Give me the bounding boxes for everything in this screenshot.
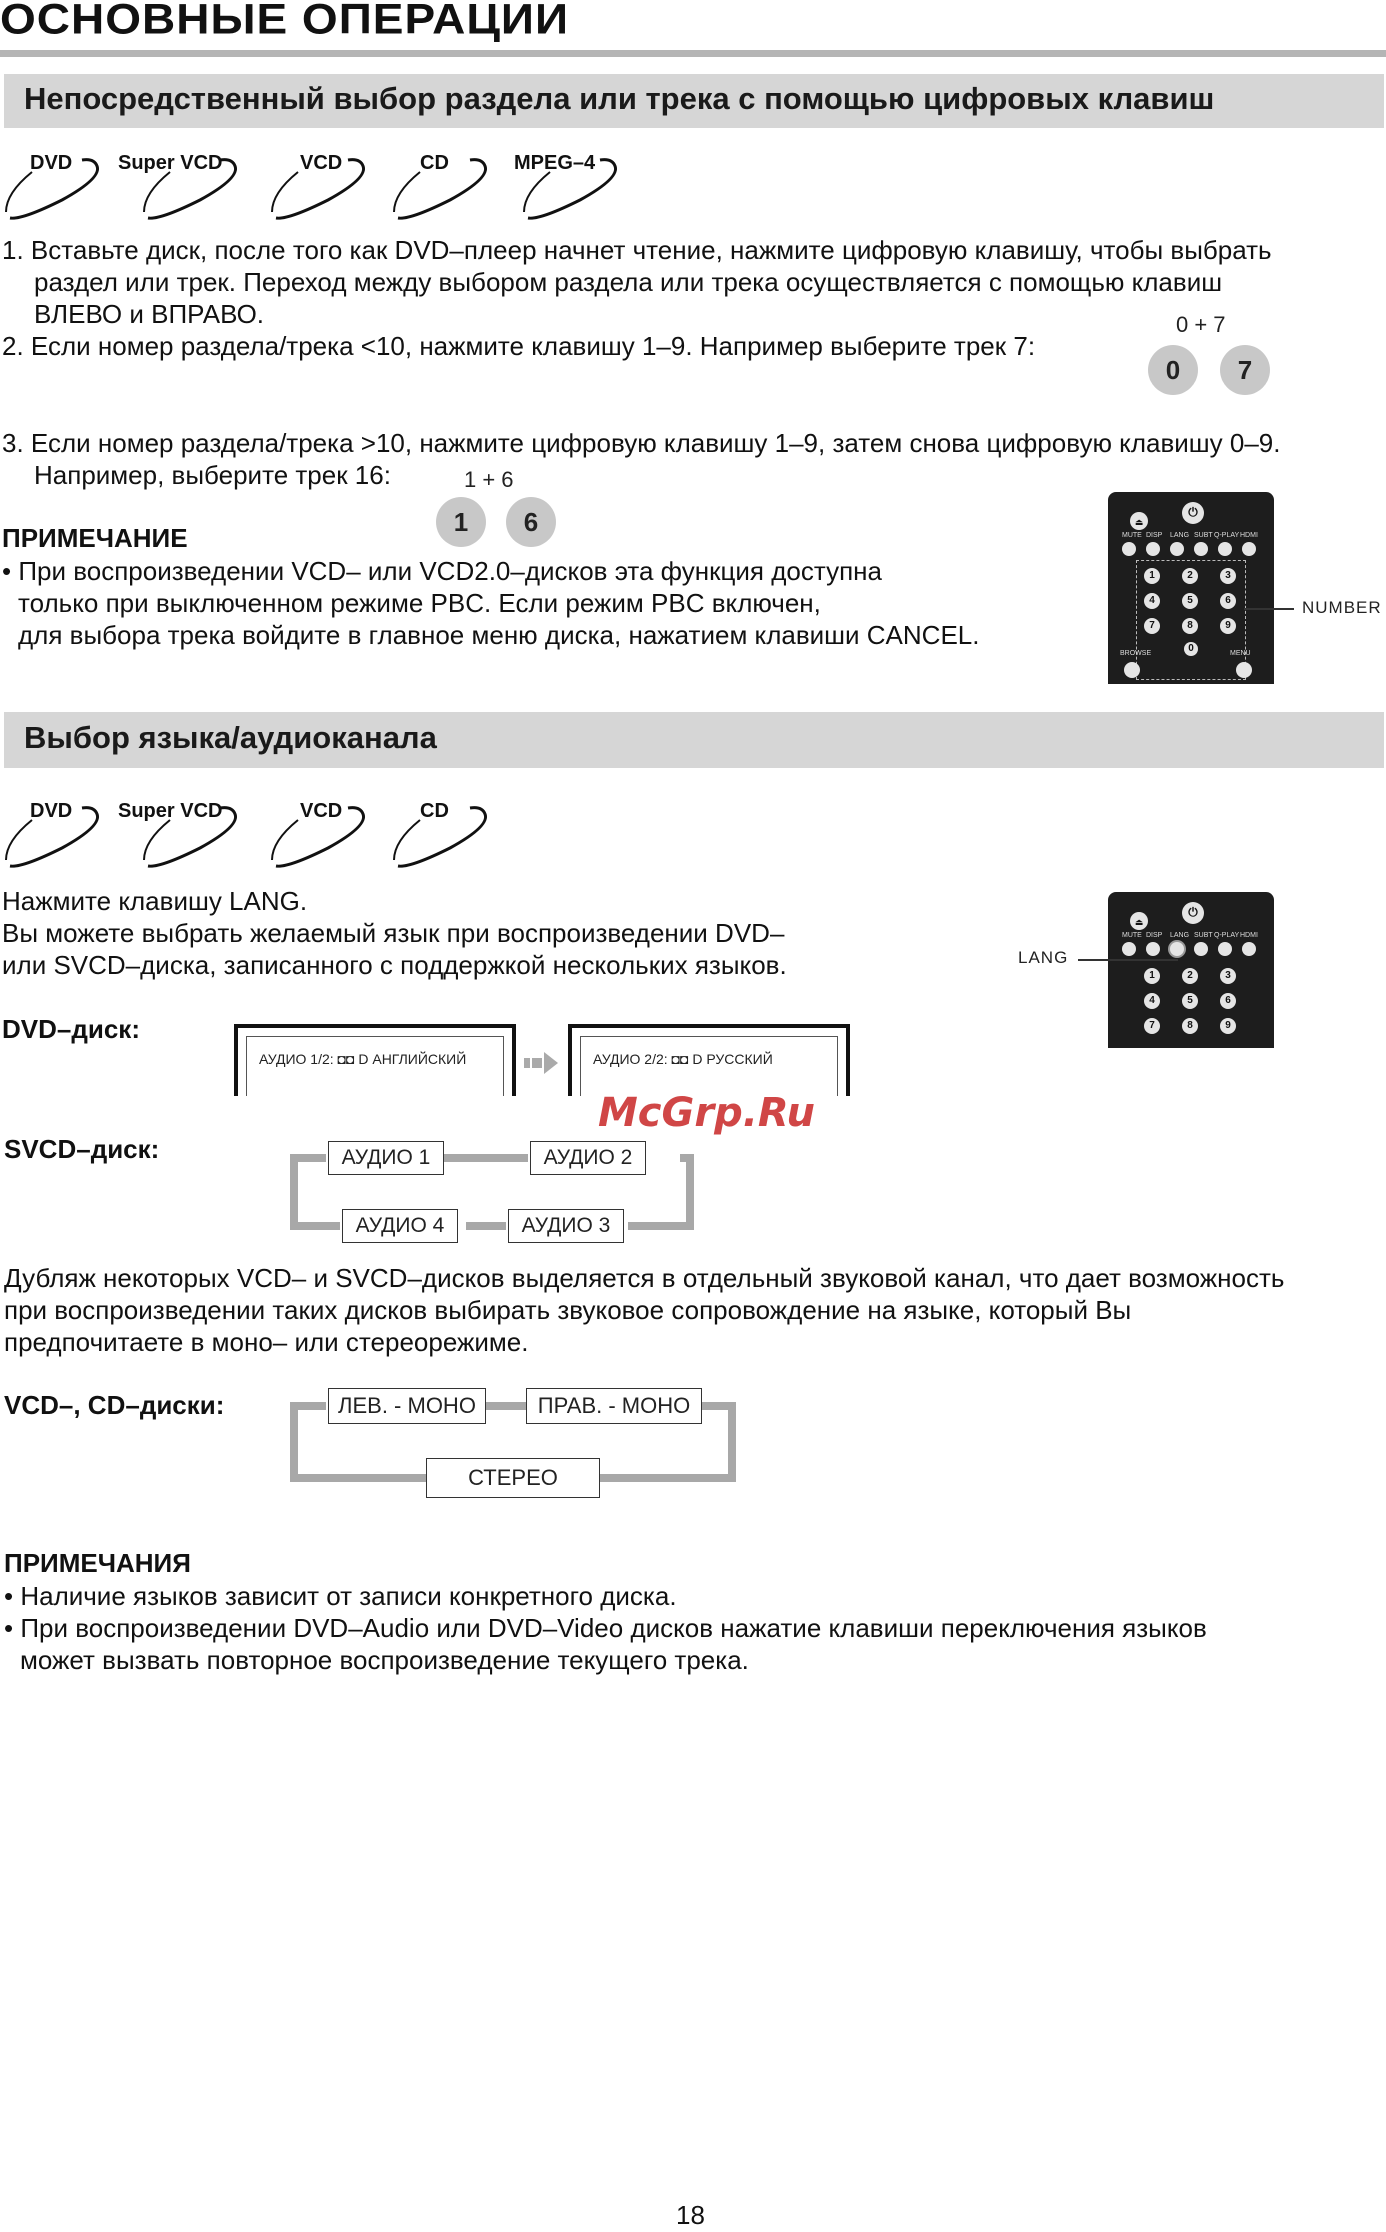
- dvd-label: DVD–диск:: [2, 1014, 140, 1044]
- dvd-screen-1-text: АУДИО 1/2: ◘◘ D АНГЛИЙСКИЙ: [246, 1036, 504, 1096]
- step2-key-7: 7: [1220, 345, 1270, 395]
- remote-label-browse: BROWSE: [1120, 650, 1152, 657]
- dub-line3: предпочитаете в моно– или стереорежиме.: [4, 1327, 529, 1357]
- eject-icon-2: ⏏: [1130, 912, 1148, 930]
- remote-control-lang: [1108, 892, 1274, 1048]
- svcd-audio-4: АУДИО 4: [342, 1209, 458, 1243]
- vcd-cd-label: VCD–, CD–диски:: [4, 1390, 225, 1420]
- remote2-label-mute: MUTE: [1122, 932, 1142, 939]
- vcd-stereo: СТЕРЕО: [426, 1458, 600, 1498]
- section1-heading: Непосредственный выбор раздела или трека с помощью цифровых клавиш: [24, 81, 1215, 116]
- svcd-loop-right-bottom: [628, 1222, 694, 1230]
- notes-line3: может вызвать повторное воспроизведение текущего трека.: [20, 1645, 749, 1675]
- step1-line2: раздел или трек. Переход между выбором раздела или трека осуществляется с помощью клавиш: [34, 267, 1223, 297]
- remote2-subt-button: [1194, 942, 1208, 956]
- section2-header: [4, 712, 1384, 768]
- svcd-audio-3: АУДИО 3: [508, 1209, 624, 1243]
- lang-intro-line3: или SVCD–диска, записанного с поддержкой нескольких языков.: [2, 950, 787, 980]
- remote-hdmi-button: [1242, 542, 1256, 556]
- remote-key-4: 4: [1144, 593, 1160, 609]
- number-callout-line: [1244, 608, 1294, 610]
- remote2-key-7: 7: [1144, 1018, 1160, 1034]
- remote-label-menu: MENU: [1230, 650, 1251, 657]
- remote2-key-9: 9: [1220, 1018, 1236, 1034]
- remote-key-0: 0: [1184, 642, 1198, 656]
- remote-qplay-button: [1218, 542, 1232, 556]
- page-title: ОСНОВНЫЕ ОПЕРАЦИИ: [0, 0, 570, 43]
- remote2-key-5: 5: [1182, 993, 1198, 1009]
- svcd-audio-1: АУДИО 1: [328, 1141, 444, 1175]
- vcd-loop-right-bottom: [600, 1474, 736, 1482]
- remote-key-8: 8: [1182, 618, 1198, 634]
- remote2-key-8: 8: [1182, 1018, 1198, 1034]
- step2-keys-label: 0 + 7: [1176, 312, 1226, 337]
- disc-label-dvd: DVD: [30, 152, 73, 174]
- page-number: 18: [676, 2200, 705, 2230]
- svcd-arrow-1-2: [444, 1154, 528, 1162]
- svcd-loop-left: [290, 1154, 298, 1230]
- section1-header: [4, 74, 1384, 128]
- disc-label-cd: CD: [420, 152, 449, 174]
- title-rule: [0, 50, 1386, 57]
- remote2-lang-button: [1170, 942, 1184, 956]
- step2-key-0: 0: [1148, 345, 1198, 395]
- step3-key-1: 1: [436, 497, 486, 547]
- remote-disp-button: [1146, 542, 1160, 556]
- note-line3: для выбора трека войдите в главное меню диска, нажатием клавиши CANCEL.: [18, 620, 980, 650]
- remote-key-9: 9: [1220, 618, 1236, 634]
- remote2-key-2: 2: [1182, 968, 1198, 984]
- disc-label-vcd: VCD: [300, 152, 343, 174]
- vcd-arrow-left-right: [486, 1402, 526, 1410]
- remote-key-6: 6: [1220, 593, 1236, 609]
- section2-heading: Выбор языка/аудиоканала: [24, 720, 437, 755]
- remote2-key-6: 6: [1220, 993, 1236, 1009]
- dvd-screen-1: [234, 1024, 516, 1096]
- remote2-hdmi-button: [1242, 942, 1256, 956]
- lang-callout-line: [1078, 959, 1178, 961]
- disc-label-vcd-2: VCD: [300, 800, 343, 822]
- remote-subt-button: [1194, 542, 1208, 556]
- notes-title: ПРИМЕЧАНИЯ: [4, 1548, 191, 1578]
- remote2-label-disp: DISP: [1146, 932, 1163, 939]
- note-line2: только при выключенном режиме PBC. Если режим PBC включен,: [18, 588, 821, 618]
- dvd-screen-2: [568, 1024, 850, 1096]
- vcd-right-mono: ПРАВ. - МОНО: [526, 1388, 702, 1424]
- remote-key-1: 1: [1144, 568, 1160, 584]
- notes-line1: • Наличие языков зависит от записи конкретного диска.: [4, 1581, 677, 1611]
- remote2-key-1: 1: [1144, 968, 1160, 984]
- note-line1: • При воспроизведении VCD– или VCD2.0–дисков эта функция доступна: [2, 556, 882, 586]
- dvd-screen-2-text: АУДИО 2/2: ◘◘ D РУССКИЙ: [580, 1036, 838, 1096]
- remote2-key-4: 4: [1144, 993, 1160, 1009]
- svcd-loop-left-bottom: [290, 1222, 340, 1230]
- watermark: McGrp.Ru: [598, 1090, 815, 1136]
- step3-line2: Например, выберите трек 16:: [34, 460, 391, 490]
- vcd-loop-left-top: [290, 1402, 326, 1410]
- remote-key-5: 5: [1182, 593, 1198, 609]
- vcd-left-mono: ЛЕВ. - МОНО: [328, 1388, 486, 1424]
- remote-label-disp: DISP: [1146, 532, 1163, 539]
- svcd-arrow-3-4: [466, 1222, 506, 1230]
- remote-key-3: 3: [1220, 568, 1236, 584]
- lang-callout-label: LANG: [1018, 948, 1069, 967]
- remote2-label-subt: SUBT: [1194, 932, 1213, 939]
- remote-label-qplay: Q-PLAY: [1214, 532, 1240, 539]
- remote2-qplay-button: [1218, 942, 1232, 956]
- svcd-label: SVCD–диск:: [4, 1134, 160, 1164]
- disc-label-dvd-2: DVD: [30, 800, 73, 822]
- remote2-label-hdmi: HDMI: [1240, 932, 1258, 939]
- remote2-disp-button: [1146, 942, 1160, 956]
- lang-intro-line2: Вы можете выбрать желаемый язык при воспроизведении DVD–: [2, 918, 785, 948]
- arrow-right-icon: [524, 1052, 558, 1074]
- svcd-loop-left-top: [290, 1154, 326, 1162]
- remote-control-number: [1108, 492, 1274, 684]
- remote2-label-lang: LANG: [1170, 932, 1190, 939]
- disc-label-svcd-2: Super VCD: [118, 800, 223, 822]
- section2-disc-icons: [0, 788, 560, 878]
- dub-line2: при воспроизведении таких дисков выбирать звуковое сопровождение на языке, который Вы: [4, 1295, 1132, 1325]
- step1-line3: ВЛЕВО и ВПРАВО.: [34, 299, 265, 329]
- disc-label-cd-2: CD: [420, 800, 449, 822]
- disc-label-svcd: Super VCD: [118, 152, 223, 174]
- step2-text: 2. Если номер раздела/трека <10, нажмите клавишу 1–9. Например выберите трек 7:: [2, 331, 1036, 361]
- remote-label-hdmi: HDMI: [1240, 532, 1258, 539]
- remote2-mute-button: [1122, 942, 1136, 956]
- power-icon-2: ⏻: [1182, 902, 1204, 924]
- eject-icon: ⏏: [1130, 512, 1148, 530]
- remote-mute-button: [1122, 542, 1136, 556]
- disc-label-mpeg4: MPEG–4: [514, 152, 596, 174]
- remote-label-lang: LANG: [1170, 532, 1190, 539]
- note-title: ПРИМЕЧАНИЕ: [2, 523, 188, 553]
- step1-line1: 1. Вставьте диск, после того как DVD–плеер начнет чтение, нажмите цифровую клавишу, чтобы выбрать: [2, 235, 1272, 265]
- step3-key-6: 6: [506, 497, 556, 547]
- remote-menu-button: [1236, 662, 1252, 678]
- number-callout-label: NUMBER: [1302, 598, 1382, 617]
- svcd-loop-right: [686, 1154, 694, 1230]
- step3-line1: 3. Если номер раздела/трека >10, нажмите цифровую клавишу 1–9, затем снова цифровую клавишу 0–9.: [2, 428, 1281, 458]
- step3-keys-label: 1 + 6: [464, 467, 514, 492]
- section1-disc-icons: [0, 140, 700, 230]
- notes-line2: • При воспроизведении DVD–Audio или DVD–Video дисков нажатие клавиши переключения языков: [4, 1613, 1207, 1643]
- remote-label-subt: SUBT: [1194, 532, 1213, 539]
- remote-key-2: 2: [1182, 568, 1198, 584]
- remote-label-mute: MUTE: [1122, 532, 1142, 539]
- remote-key-7: 7: [1144, 618, 1160, 634]
- remote2-label-qplay: Q-PLAY: [1214, 932, 1240, 939]
- power-icon: ⏻: [1182, 502, 1204, 524]
- svcd-audio-2: АУДИО 2: [530, 1141, 646, 1175]
- vcd-loop-right: [728, 1402, 736, 1482]
- remote2-key-3: 3: [1220, 968, 1236, 984]
- dub-line1: Дубляж некоторых VCD– и SVCD–дисков выделяется в отдельный звуковой канал, что дает возможность: [4, 1263, 1285, 1293]
- remote-lang-button: [1170, 542, 1184, 556]
- remote-browse-button: [1124, 662, 1140, 678]
- lang-intro-line1: Нажмите клавишу LANG.: [2, 886, 308, 916]
- vcd-loop-left-bottom: [290, 1474, 426, 1482]
- vcd-loop-left: [290, 1402, 298, 1482]
